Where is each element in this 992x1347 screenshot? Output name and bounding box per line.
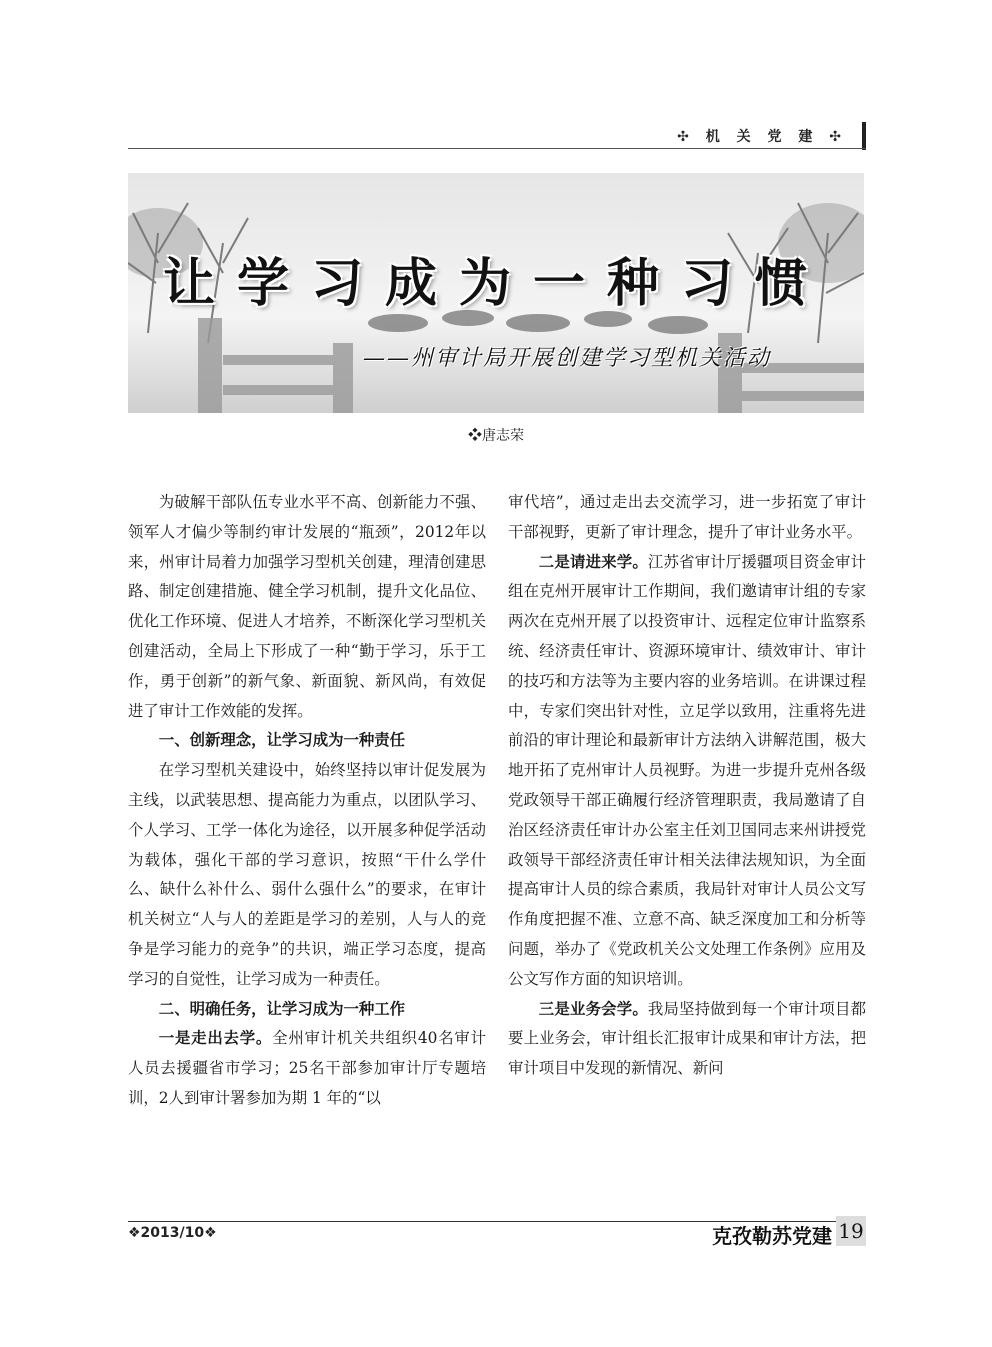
section-marker-bar xyxy=(862,122,866,150)
lead-phrase: 三是业务会学。 xyxy=(538,999,648,1018)
header-rule xyxy=(128,148,866,149)
paragraph-responsibility: 在学习型机关建设中，始终坚持以审计促发展为主线，以武装思想、提高能力为重点，以团队学习、个人学习、工学一体化为途径，以开展多种促学活动为载体，强化干部的学习意识，按照“干什么学什么、缺什么补什么、弱什么强什么”的要求，在审计机关树立“人与人的差距是学习的差别，人与人的竞争是学习能力的竞争”的共识，端正学习态度，提高学习的自觉性，让学习成为一种责任。 xyxy=(128,761,486,988)
paragraph-invite-in xyxy=(508,548,866,995)
paragraph-text: 江苏省审计厅援疆项目资金审计组在克州开展审计工作期间，我们邀请审计组的专家两次在克州开展了以投资审计、远程定位审计监察系统、经济责任审计、资源环境审计、绩效审计、审计的技巧和方法等为主要内容的业务培训。在讲课过程中，专家们突出针对性，立足学以致用，注重将先进前沿的审计理论和最新审计方法纳入讲解范围，极大地开拓了克州审计人员视野。为进一步提升克州各级党政领导干部正确履行经济管理职责，我局邀请了自治区经济责任审计办公室主任刘卫国同志来州讲授党政领导干部经济责任审计相关法律法规知识，为全面提高审计人员的综合素质，我局针对审计人员公文写作角度把握不准、立意不高、缺乏深度加工和分析等问题，举办了《党政机关公文处理工作条例》应用及公文写作方面的知识培训。 xyxy=(508,552,866,988)
magazine-name: 克孜勒苏党建 xyxy=(712,1224,832,1248)
paragraph-business-meeting xyxy=(508,995,866,1084)
page-number: 19 xyxy=(836,1216,866,1246)
section-heading-1: 一、创新理念，让学习成为一种责任 xyxy=(158,731,406,750)
right-column xyxy=(508,488,866,1084)
paragraph-text: 全州审计机关共组织40名审计人员去援疆省市学习；25名干部参加审计厅专题培训，2人到审计署参加为期 1 年的“以 xyxy=(128,1029,486,1107)
section-heading-2: 二、明确任务，让学习成为一种工作 xyxy=(158,999,406,1018)
article-subtitle: ——州审计局开展创建学习型机关活动 xyxy=(363,346,772,371)
section-label: ✣ 机 关 党 建 ✣ xyxy=(677,129,847,145)
issue-number: ❖2013/10❖ xyxy=(128,1225,217,1241)
paragraph-continuation: 审代培”，通过走出去交流学习，进一步拓宽了审计干部视野，更新了审计理念，提升了审计业务水平。 xyxy=(508,493,866,541)
title-banner xyxy=(128,173,864,413)
paragraph-text: 我局坚持做到每一个审计项目都要上业务会，审计组长汇报审计成果和审计方法，把审计项目中发现的新情况、新问 xyxy=(508,999,866,1078)
article-title: 让学习成为一种习惯 xyxy=(162,254,829,314)
lead-phrase: 二是请进来学。 xyxy=(538,552,648,571)
left-column xyxy=(128,488,486,1114)
intro-paragraph: 为破解干部队伍专业水平不高、创新能力不强、领军人才偏少等制约审计发展的“瓶颈”，2012年以来，州审计局着力加强学习型机关创建，理清创建思路、制定创建措施、健全学习机制，提升文化品位、优化工作环境、促进人才培养，不断深化学习型机关创建活动，全局上下形成了一种“勤于学习，乐于工作，勇于创新”的新气象、新面貌、新风尚，有效促进了审计工作效能的发挥。 xyxy=(128,493,486,720)
author-byline: ❖唐志荣 xyxy=(468,428,524,444)
lead-phrase: 一是走出去学。 xyxy=(158,1029,273,1048)
paragraph-go-out-learn xyxy=(128,1024,486,1113)
